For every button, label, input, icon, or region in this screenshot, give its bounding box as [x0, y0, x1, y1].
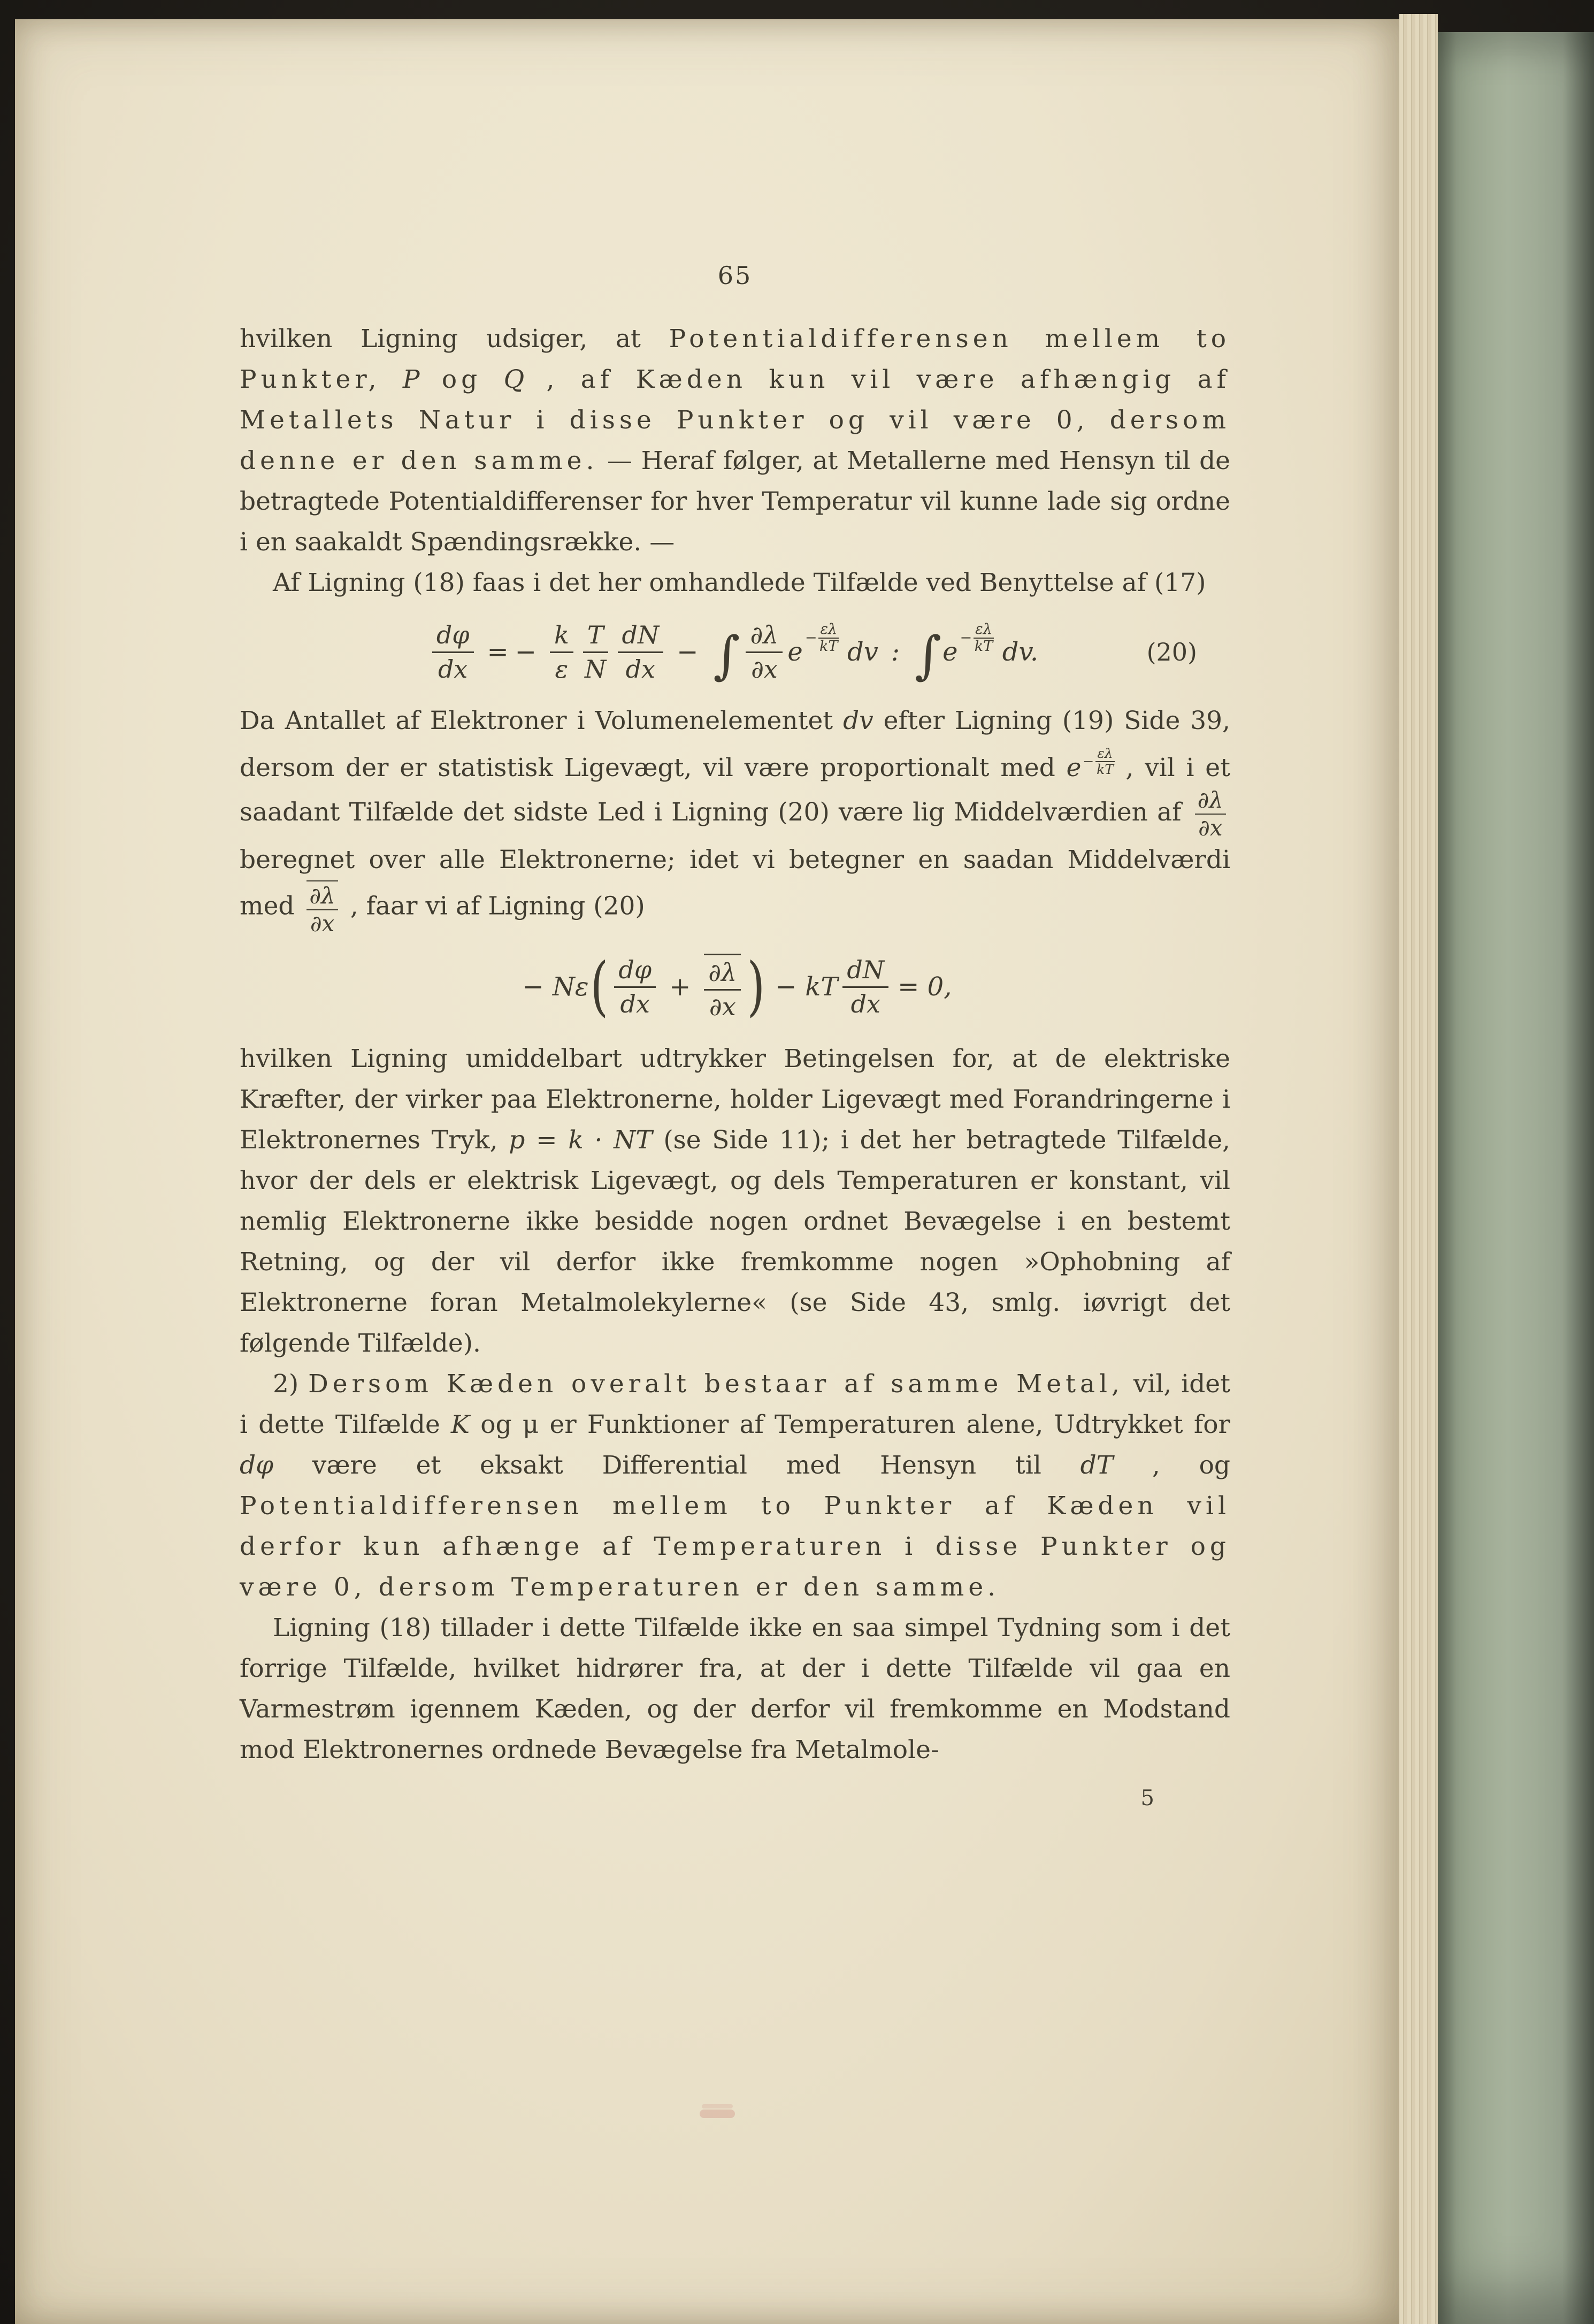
inline-fraction-dlambda-dx: $\frac{\partial\lambda}{\partial x}$	[1195, 788, 1226, 840]
paragraph-2	[240, 563, 1230, 603]
coefficient-kT: kT	[805, 972, 838, 1002]
text-segment: , og	[1152, 1450, 1230, 1480]
signature-mark-row	[240, 1778, 1230, 1819]
text-block	[240, 319, 1230, 1819]
text-segment: — Heraf følger, at Metallerne med Hensyn til de betragtede Potentialdifferenser for hver Temperatur vil kunne lade sig ordne i en saakaldt Spændingsrække. —	[240, 446, 1230, 557]
inline-fraction-mean-dlambda-dx: $\frac{\partial\lambda}{\partial x}$	[306, 880, 338, 935]
ratio-sign: :	[891, 637, 900, 668]
page-edges	[1399, 14, 1438, 2324]
fraction-T-N: $\frac{T}{N}$	[583, 622, 608, 682]
spaced-emphasis: Potentialdifferensen mellem to Punkter af Kæden vil derfor kun afhænge af Temperaturen i disse Punkter og være 0, dersom Temperaturen er den samme.	[240, 1491, 1230, 1602]
equation-20: $\frac{d\varphi}{dx}$ = − $\frac{k}{\varepsilon}$ $\frac{T}{N}$ $\frac{dN}{dx}$ − ∫ $\frac{\partial\lambda}{\partial x}$ e − $\frac{\varepsilon\lambda}{kT}$ dv : ∫ e − $\frac{\varepsilon\lambda}{kT}$ dv. (20)	[240, 622, 1230, 682]
fraction-dphi-dx: $\frac{d\varphi}{dx}$	[614, 956, 656, 1017]
math-symbol-Q: Q	[503, 365, 529, 394]
fraction-dN-dx: $\frac{dN}{dx}$	[842, 956, 888, 1017]
plus-sign: +	[669, 972, 691, 1002]
text-segment: hvilken Ligning umiddelbart udtrykker Betingelsen for, at de elektriske Kræfter, der virker paa Elektronerne, holder Ligevægt med Forandringerne i Elektronernes Tryk,	[240, 1044, 1230, 1155]
exp-base: e	[942, 637, 958, 668]
fraction-dN-dx: $\frac{dN}{dx}$	[618, 622, 664, 682]
small-fraction: $\frac{\varepsilon\lambda}{kT}$	[819, 620, 838, 655]
book-cover-edge	[1438, 32, 1594, 2324]
text-segment: Af Ligning (18) faas i det her omhandlede Tilfælde ved Benyttelse af (17)	[273, 568, 1206, 597]
differential-dv: dv.	[1002, 637, 1039, 668]
text-segment: være et eksakt Differential med Hensyn til	[312, 1450, 1080, 1480]
paragraph-6	[240, 1608, 1230, 1770]
spaced-emphasis: og	[441, 365, 504, 394]
book-page	[15, 19, 1399, 2324]
fraction-k-eps: $\frac{k}{\varepsilon}$	[550, 622, 573, 682]
text-segment: beregnet over alle Elektronerne; idet vi betegner en saadan Middelværdi med	[240, 845, 1230, 921]
exp-base: e	[787, 637, 803, 668]
fraction-mean-dlambda-dx: $\frac{\partial\lambda}{\partial x}$	[704, 954, 741, 1020]
equation-unnumbered: − Nε ( $\frac{d\varphi}{dx}$ + $\frac{\partial\lambda}{\partial x}$ ) − kT $\frac{dN}{dx}$ = 0,	[522, 949, 952, 1024]
stain-mark	[700, 2110, 735, 2118]
differential-dv: dv	[847, 637, 878, 668]
text-segment: , faar vi af Ligning (20)	[350, 891, 645, 921]
math-dv: dv	[843, 706, 873, 736]
paragraph-3	[240, 701, 1230, 935]
math-pressure-formula: p = k · NT	[509, 1125, 653, 1155]
text-segment: hvilken Ligning udsiger, at	[240, 324, 669, 354]
text-segment: og μ er Funktioner af Temperaturen alene, Udtrykket for	[480, 1409, 1230, 1439]
inline-exponential: e − $\frac{\varepsilon\lambda}{kT}$	[1067, 753, 1115, 783]
small-fraction: $\frac{\varepsilon\lambda}{kT}$	[1097, 745, 1114, 778]
folio-number: 65	[717, 261, 753, 290]
paragraph-1	[240, 319, 1230, 563]
math-symbol-P: P	[402, 365, 424, 394]
text-segment: (se Side 11); i det her betragtede Tilfælde, hvor der dels er elektrisk Ligevægt, og dels Temperaturen er konstant, vil nemlig Elektronerne ikke besidde nogen ordnet Bevægelse i en bestemt Retning, og der vil derfor ikke fremkomme nogen »Ophobning af Elektronerne foran Metalmolekylerne« (se Side 43, smlg. iøvrigt det følgende Tilfælde).	[240, 1125, 1230, 1358]
spaced-emphasis: , af Kæden kun vil være afhængig af Metallets Natur i disse Punkter og vil være 0, dersom denne er den samme.	[240, 365, 1230, 475]
fraction-dphi-dx: $\frac{d\varphi}{dx}$	[432, 622, 474, 682]
math-symbol-K: K	[450, 1409, 470, 1439]
paragraph-5	[240, 1364, 1230, 1608]
equals-sign: =	[487, 637, 509, 668]
math-dT: dT	[1080, 1450, 1114, 1480]
signature-mark: 5	[1140, 1785, 1154, 1811]
small-fraction: $\frac{\varepsilon\lambda}{kT}$	[974, 620, 993, 655]
text-segment: Da Antallet af Elektroner i Volumenelementet	[240, 706, 844, 736]
equals-zero: = 0,	[898, 972, 952, 1002]
minus-sign: −	[677, 637, 699, 668]
minus-sign: −	[515, 637, 537, 668]
exponent: − $\frac{\varepsilon\lambda}{kT}$	[1083, 745, 1114, 778]
text-segment: efter Ligning (19) Side 39, dersom der er statistisk Ligevægt, vil være proportionalt med	[240, 706, 1230, 783]
minus-sign: −	[775, 972, 797, 1002]
coefficient-N-eps: Nε	[552, 972, 589, 1002]
math-dphi: dφ	[240, 1450, 273, 1480]
exponent: − $\frac{\varepsilon\lambda}{kT}$	[960, 620, 993, 655]
minus-sign: −	[522, 972, 544, 1002]
text-segment: Ligning (18) tillader i dette Tilfælde ikke en saa simpel Tydning som i det forrige Tilfælde, hvilket hidrører fra, at der i dette Tilfælde vil gaa en Varmestrøm igennem Kæden, og der derfor vil fremkomme en Modstand mod Elektronernes ordnede Bevægelse fra Metalmole-	[240, 1613, 1230, 1765]
spaced-emphasis: Dersom Kæden overalt bestaar af samme Metal,	[308, 1369, 1124, 1399]
fraction-dlambda-dx: $\frac{\partial\lambda}{\partial x}$	[746, 622, 783, 682]
text-segment: 2)	[273, 1369, 309, 1399]
spaced-emphasis: Potentialdifferensen mellem to Punkter,	[240, 324, 1230, 394]
paragraph-4	[240, 1039, 1230, 1364]
exponent: − $\frac{\varepsilon\lambda}{kT}$	[804, 620, 838, 655]
text-segment: vil, idet i dette Tilfælde	[240, 1369, 1230, 1439]
equation-number: (20)	[1146, 638, 1197, 667]
text-segment: , vil i et saadant Tilfælde det sidste Led i Ligning (20) være lig Middelværdien af	[240, 753, 1230, 827]
